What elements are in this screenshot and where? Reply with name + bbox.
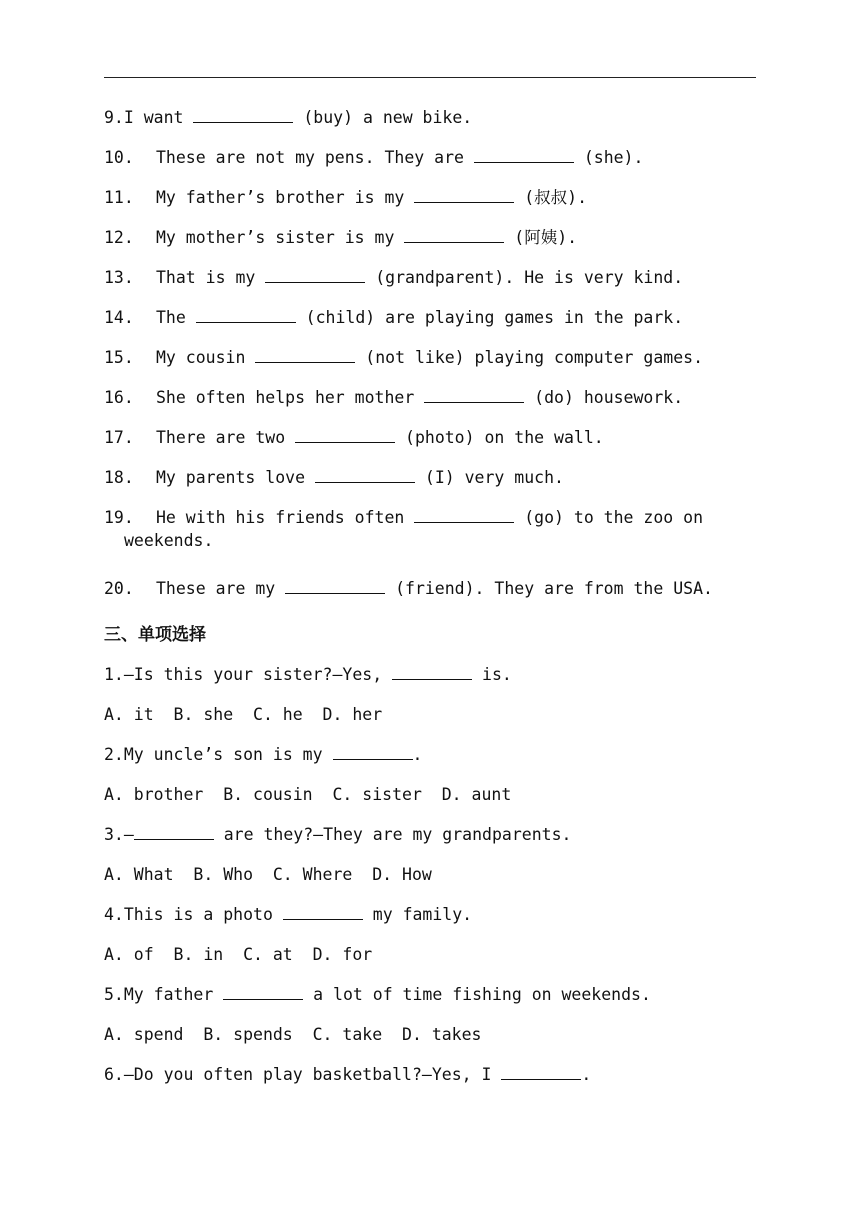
item-text-pre: That is my — [156, 268, 266, 287]
item-text-post: (do) housework. — [524, 388, 684, 407]
item-number: 11. — [104, 188, 134, 207]
fill-item-10 — [104, 138, 744, 178]
item-text-post: (I) very much. — [414, 468, 564, 487]
question-text-post: . — [412, 745, 423, 764]
answer-blank[interactable] — [424, 388, 524, 403]
item-text-pre: These are not my pens. They are — [156, 148, 474, 167]
item-text-pre: The — [156, 308, 196, 327]
choice-options-4[interactable]: A. of B. in C. at D. for — [104, 945, 373, 964]
question-text-pre: —Is this your sister?—Yes, — [123, 665, 393, 684]
item-text-post: (叔叔). — [514, 188, 588, 207]
item-number: 18. — [104, 468, 134, 487]
item-text-post: (she). — [573, 148, 644, 167]
section-heading: 三、单项选择 — [104, 625, 206, 645]
item-number: 13. — [104, 268, 134, 287]
item-text-post: (not like) playing computer games. — [355, 348, 704, 367]
item-number: 16. — [104, 388, 134, 407]
question-text-pre: This is a photo — [123, 905, 283, 924]
fill-item-13 — [104, 258, 744, 298]
fill-item-19 — [104, 498, 744, 529]
fill-item-19-continuation: weekends. — [124, 531, 214, 550]
item-number: 15. — [104, 348, 134, 367]
answer-blank[interactable] — [196, 308, 296, 323]
choice-question-6 — [104, 1055, 744, 1095]
item-text-post: (grandparent). He is very kind. — [365, 268, 684, 287]
item-text-pre: There are two — [156, 428, 296, 447]
question-text-post: my family. — [362, 905, 473, 924]
question-text-post: is. — [472, 665, 512, 684]
item-text-pre: I want — [123, 108, 194, 127]
question-text-pre: My uncle’s son is my — [123, 745, 333, 764]
item-number: 12. — [104, 228, 134, 247]
item-text-post: (friend). They are from the USA. — [385, 579, 713, 598]
question-text-post: a lot of time fishing on weekends. — [303, 985, 651, 1004]
question-text-post: are they?—They are my grandparents. — [213, 825, 572, 844]
answer-blank[interactable] — [414, 508, 514, 523]
item-number: 9. — [104, 108, 124, 127]
item-text-pre: My father’s brother is my — [156, 188, 415, 207]
item-number: 19. — [104, 508, 134, 527]
question-number: 3. — [104, 825, 124, 844]
item-text-pre: These are my — [156, 579, 286, 598]
answer-blank[interactable] — [295, 428, 395, 443]
fill-item-9 — [104, 98, 744, 138]
answer-blank[interactable] — [265, 268, 365, 283]
question-number: 2. — [104, 745, 124, 764]
fill-item-18 — [104, 458, 744, 498]
choice-question-4 — [104, 895, 744, 935]
worksheet — [104, 98, 744, 1095]
item-text-post: (go) to the zoo on — [514, 508, 704, 527]
answer-blank[interactable] — [501, 1065, 581, 1080]
choice-question-1 — [104, 655, 744, 695]
item-text-pre: She often helps her mother — [156, 388, 425, 407]
item-text-post: (阿姨). — [504, 228, 578, 247]
answer-blank[interactable] — [474, 148, 574, 163]
choice-options-3[interactable]: A. What B. Who C. Where D. How — [104, 865, 432, 884]
answer-blank[interactable] — [255, 348, 355, 363]
fill-item-14 — [104, 298, 744, 338]
answer-blank[interactable] — [414, 188, 514, 203]
choice-question-2 — [104, 735, 744, 775]
item-text-pre: My cousin — [156, 348, 256, 367]
question-number: 5. — [104, 985, 124, 1004]
question-number: 6. — [104, 1065, 124, 1084]
item-number: 14. — [104, 308, 134, 327]
item-text-pre: He with his friends often — [156, 508, 415, 527]
fill-item-20 — [104, 569, 744, 609]
header-rule — [104, 77, 756, 78]
item-number: 17. — [104, 428, 134, 447]
answer-blank[interactable] — [193, 108, 293, 123]
choice-options-5[interactable]: A. spend B. spends C. take D. takes — [104, 1025, 482, 1044]
choice-options-1[interactable]: A. it B. she C. he D. her — [104, 705, 383, 724]
item-text-pre: My parents love — [156, 468, 315, 487]
question-number: 1. — [104, 665, 124, 684]
question-text-post: . — [581, 1065, 592, 1084]
answer-blank[interactable] — [134, 825, 214, 840]
question-text-pre: My father — [123, 985, 224, 1004]
choice-question-5 — [104, 975, 744, 1015]
answer-blank[interactable] — [285, 579, 385, 594]
answer-blank[interactable] — [333, 745, 413, 760]
item-text-pre: My mother’s sister is my — [156, 228, 405, 247]
answer-blank[interactable] — [315, 468, 415, 483]
fill-item-17 — [104, 418, 744, 458]
answer-blank[interactable] — [404, 228, 504, 243]
answer-blank[interactable] — [223, 985, 303, 1000]
fill-item-16 — [104, 378, 744, 418]
item-number: 10. — [104, 148, 134, 167]
question-text-pre: — — [123, 825, 134, 844]
fill-item-11 — [104, 178, 744, 218]
item-number: 20. — [104, 579, 134, 598]
fill-item-15 — [104, 338, 744, 378]
choice-options-2[interactable]: A. brother B. cousin C. sister D. aunt — [104, 785, 512, 804]
answer-blank[interactable] — [283, 905, 363, 920]
choice-question-3 — [104, 815, 744, 855]
fill-item-12 — [104, 218, 744, 258]
answer-blank[interactable] — [392, 665, 472, 680]
question-text-pre: —Do you often play basketball?—Yes, I — [123, 1065, 502, 1084]
item-text-post: (buy) a new bike. — [293, 108, 473, 127]
item-text-post: (photo) on the wall. — [395, 428, 604, 447]
question-number: 4. — [104, 905, 124, 924]
item-text-post: (child) are playing games in the park. — [295, 308, 684, 327]
